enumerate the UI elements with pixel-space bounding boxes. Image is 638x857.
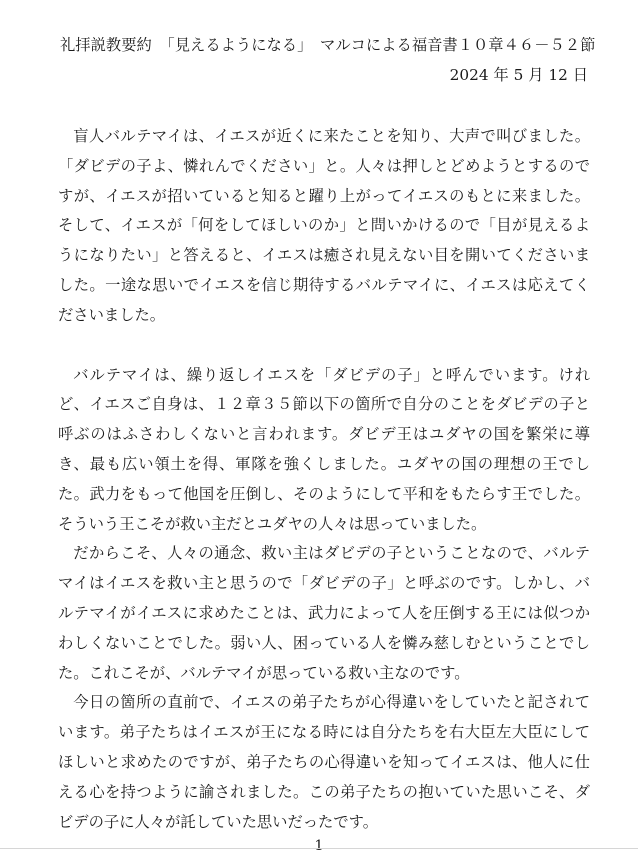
sermon-date: 2024 年 5 月 12 日 bbox=[449, 66, 588, 84]
sermon-title: 礼拝説教要約 「見えるようになる」 マルコによる福音書１０章４６－５２節 bbox=[60, 36, 596, 54]
sermon-body bbox=[58, 122, 590, 837]
paragraph-4: 今日の箇所の直前で、イエスの弟子たちが心得違いをしていたと記されています。弟子たちはイエスが王になる時には自分たちを右大臣左大臣にしてほしいと求めたのですが、弟子たちの心得違いを知ってイエスは、他人に仕える心を持つように諭されました。この弟子たちの抱いていた思いこそ、ダビデの子に人々が託していた思いだったです。 bbox=[58, 693, 590, 831]
page-bottom-divider bbox=[0, 848, 638, 849]
paragraph-2: バルテマイは、繰り返しイエスを「ダビデの子」と呼んでいます。けれど、イエスご自身は、１２章３５節以下の箇所で自分のことをダビデの子と呼ぶのはふさわしくないと言われます。ダビデ王はユダヤの国を繁栄に導き、最も広い領土を得、軍隊を強くしました。ユダヤの国の理想の王でした。武力をもって他国を圧倒し、そのようにして平和をもたらす王でした。そういう王こそが救い主だとユダヤの人々は思っていました。 bbox=[58, 365, 590, 533]
page-number: 1 bbox=[314, 838, 324, 854]
paragraph-3: だからこそ、人々の通念、救い主はダビデの子ということなので、バルテマイはイエスを救い主と思うので「ダビデの子」と呼ぶのです。しかし、バルテマイがイエスに求めたことは、武力によって人を圧倒する王には似つかわしくないことでした。弱い人、困っている人を憐み慈しむということでした。これこそが、バルテマイが思っている救い主なのです。 bbox=[58, 544, 590, 682]
paragraph-gap bbox=[58, 331, 590, 361]
paragraph-1: 盲人バルテマイは、イエスが近くに来たことを知り、大声で叫びました。「ダビデの子よ、憐れんでください」と。人々は押しとどめようとするのですが、イエスが招いていると知ると躍り上がってイエスのもとに来ました。そして、イエスが「何をしてほしいのか」と問いかけるので「目が見えるようになりたい」と答えると、イエスは癒され見えない目を開いてくださいました。一途な思いでイエスを信じ期待するバルテマイに、イエスは応えてくださいました。 bbox=[58, 127, 590, 324]
